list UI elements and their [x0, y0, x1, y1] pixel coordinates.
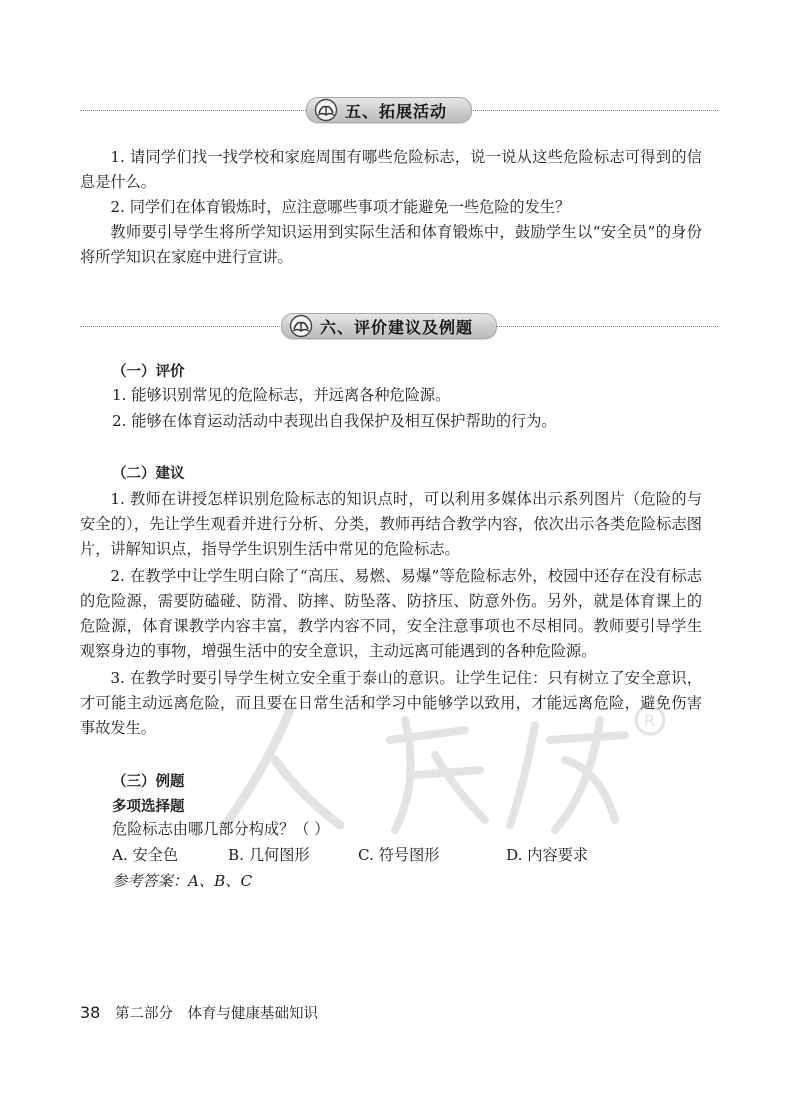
section5-title-banner: [306, 97, 472, 123]
section5-paragraph-1: 1. 请同学们找一找学校和家庭周围有哪些危险标志，说一说从这些危险标志可得到的信息是什么。: [80, 148, 702, 191]
section5-title: 五、拓展活动: [345, 101, 448, 121]
section5-divider-left: [80, 110, 310, 111]
example-answer: 参考答案：A、B、C: [112, 872, 253, 890]
section5-paragraph-3: 教师要引导学生将所学知识运用到实际生活和体育锻炼中，鼓励学生以“安全员”的身份将所学知识在家庭中进行宣讲。: [80, 223, 702, 266]
section5-paragraph-2: 2. 同学们在体育锻炼时，应注意哪些事项才能避免一些危险的发生？: [110, 198, 571, 216]
suggestions-heading: （二）建议: [112, 466, 185, 482]
suggestion-paragraph-2: 2. 在教学中让学生明白除了“高压、易燃、易爆”等危险标志外，校园中还存在没有标志的危险源，需要防磕碰、防滑、防摔、防坠落、防挤压、防意外伤。另外，就是体育课上的危险源，体育课教学内容丰富，教学内容不同，安全注意事项也不尽相同。教师要引导学生观察身边的事物，增强生活中的安全意识，主动远离可能遇到的各种危险源。: [80, 567, 702, 660]
page-footer: [80, 1002, 318, 1023]
section6-title: 六、评价建议及例题: [320, 317, 474, 337]
open-book-icon: [309, 98, 343, 122]
section6-divider-left: [80, 326, 280, 327]
section6-title-banner: [281, 313, 497, 339]
section5-divider-right: [470, 110, 718, 111]
suggestion-paragraph-3: 3. 在教学时要引导学生树立安全重于泰山的意识。让学生记住：只有树立了安全意识，才可能主动远离危险，而且要在日常生活和学习中能够学以致用，才能远离危险，避免伤害事故发生。: [80, 669, 702, 737]
example-option-d: D. 内容要求: [506, 846, 589, 864]
example-option-c: C. 符号图形: [358, 846, 440, 864]
example-type-label: 多项选择题: [112, 799, 185, 815]
evaluation-item-1: 1. 能够识别常见的危险标志，并远离各种危险源。: [112, 386, 451, 404]
svg-text:R: R: [644, 711, 656, 730]
suggestion-paragraph-1: 1. 教师在讲授怎样识别危险标志的知识点时，可以利用多媒体出示系列图片（危险的与安全的），先让学生观看并进行分析、分类，教师再结合教学内容，依次出示各类危险标志图片，讲解知识点，指导学生识别生活中常见的危险标志。: [80, 490, 702, 558]
page-number: 38: [80, 1003, 101, 1022]
example-heading: （三）例题: [112, 774, 185, 790]
evaluation-item-2: 2. 能够在体育运动活动中表现出自我保护及相互保护帮助的行为。: [112, 412, 557, 430]
example-question: 危险标志由哪几部分构成？（ ）: [112, 820, 330, 838]
example-option-b: B. 几何图形: [228, 846, 310, 864]
example-option-a: A. 安全色: [112, 846, 179, 864]
evaluation-heading: （一）评价: [112, 364, 185, 380]
open-book-icon: [284, 314, 318, 338]
footer-text: 第二部分 体育与健康基础知识: [114, 1006, 318, 1022]
section6-divider-right: [496, 326, 718, 327]
